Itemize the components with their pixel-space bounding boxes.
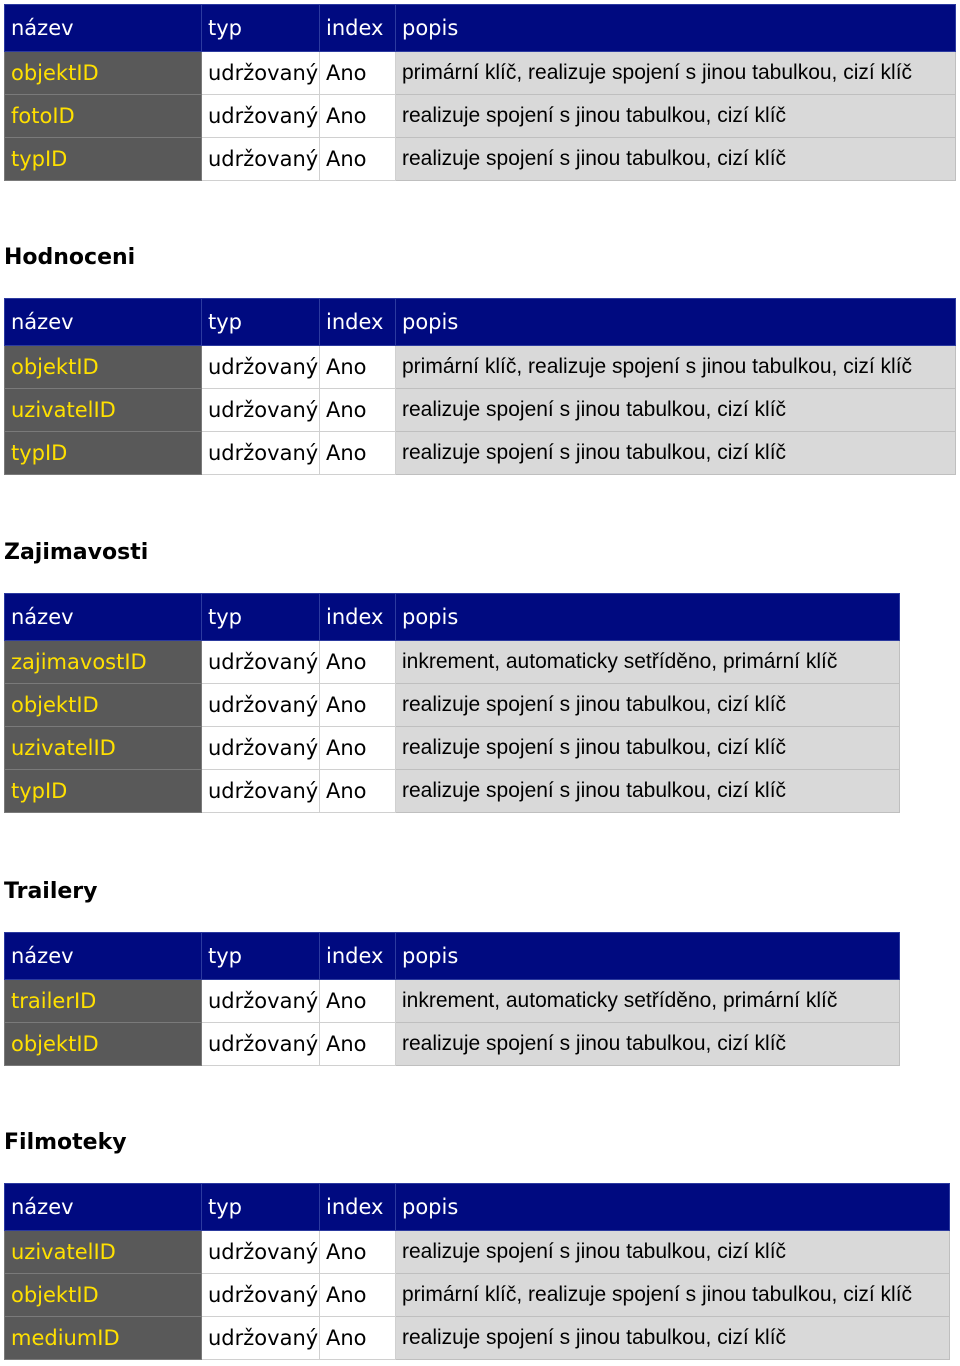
cell-index: Ano: [320, 1317, 396, 1360]
cell-index: Ano: [320, 1023, 396, 1066]
cell-name: objektID: [5, 1023, 202, 1066]
cell-typ: udržovaný: [202, 52, 320, 95]
cell-popis: realizuje spojení s jinou tabulkou, cizí klíč: [396, 1023, 900, 1066]
cell-index: Ano: [320, 95, 396, 138]
header-popis: popis: [396, 5, 956, 52]
cell-typ: udržovaný: [202, 770, 320, 813]
table-block-zajimavosti: [4, 593, 900, 813]
cell-index: Ano: [320, 770, 396, 813]
cell-popis: inkrement, automaticky setříděno, primární klíč: [396, 980, 900, 1023]
cell-popis: realizuje spojení s jinou tabulkou, cizí klíč: [396, 432, 956, 475]
data-table: [4, 4, 956, 181]
data-table: [4, 593, 900, 813]
cell-index: Ano: [320, 432, 396, 475]
cell-name: typID: [5, 138, 202, 181]
table-block-hodnoceni: [4, 298, 956, 475]
cell-typ: udržovaný: [202, 684, 320, 727]
cell-popis: realizuje spojení s jinou tabulkou, cizí klíč: [396, 95, 956, 138]
table-block-filmoteky: [4, 1183, 950, 1360]
cell-name: uzivatelID: [5, 727, 202, 770]
cell-typ: udržovaný: [202, 641, 320, 684]
table-row: [5, 346, 956, 389]
header-name: název: [5, 594, 202, 641]
section-title-filmoteky: Filmoteky: [4, 1130, 127, 1155]
cell-popis: primární klíč, realizuje spojení s jinou tabulkou, cizí klíč: [396, 52, 956, 95]
cell-popis: primární klíč, realizuje spojení s jinou tabulkou, cizí klíč: [396, 346, 956, 389]
cell-index: Ano: [320, 641, 396, 684]
cell-name: fotoID: [5, 95, 202, 138]
cell-popis: realizuje spojení s jinou tabulkou, cizí klíč: [396, 1317, 950, 1360]
cell-index: Ano: [320, 389, 396, 432]
table-row: [5, 1231, 950, 1274]
cell-popis: realizuje spojení s jinou tabulkou, cizí klíč: [396, 727, 900, 770]
table-block-0: [4, 4, 956, 181]
table-row: [5, 52, 956, 95]
section-title-trailery: Trailery: [4, 879, 98, 904]
table-header-row: [5, 5, 956, 52]
cell-popis: realizuje spojení s jinou tabulkou, cizí klíč: [396, 770, 900, 813]
cell-index: Ano: [320, 138, 396, 181]
cell-name: objektID: [5, 346, 202, 389]
cell-typ: udržovaný: [202, 138, 320, 181]
section-title-hodnoceni: Hodnoceni: [4, 245, 136, 270]
header-popis: popis: [396, 1184, 950, 1231]
table-row: [5, 1317, 950, 1360]
cell-typ: udržovaný: [202, 1317, 320, 1360]
table-row: [5, 1023, 900, 1066]
cell-name: trailerID: [5, 980, 202, 1023]
table-row: [5, 770, 900, 813]
table-block-trailery: [4, 932, 900, 1066]
header-index: index: [320, 5, 396, 52]
header-popis: popis: [396, 594, 900, 641]
header-typ: typ: [202, 933, 320, 980]
table-header-row: [5, 1184, 950, 1231]
cell-index: Ano: [320, 727, 396, 770]
cell-name: typID: [5, 432, 202, 475]
header-typ: typ: [202, 594, 320, 641]
table-row: [5, 684, 900, 727]
cell-index: Ano: [320, 346, 396, 389]
cell-name: uzivatelID: [5, 1231, 202, 1274]
header-index: index: [320, 933, 396, 980]
data-table: [4, 1183, 950, 1360]
cell-name: objektID: [5, 684, 202, 727]
cell-name: typID: [5, 770, 202, 813]
table-row: [5, 727, 900, 770]
cell-index: Ano: [320, 684, 396, 727]
cell-name: uzivatelID: [5, 389, 202, 432]
header-typ: typ: [202, 299, 320, 346]
header-index: index: [320, 1184, 396, 1231]
cell-typ: udržovaný: [202, 727, 320, 770]
cell-name: objektID: [5, 1274, 202, 1317]
cell-name: objektID: [5, 52, 202, 95]
header-name: název: [5, 299, 202, 346]
table-row: [5, 980, 900, 1023]
cell-typ: udržovaný: [202, 1274, 320, 1317]
table-header-row: [5, 594, 900, 641]
table-header-row: [5, 933, 900, 980]
cell-typ: udržovaný: [202, 980, 320, 1023]
table-header-row: [5, 299, 956, 346]
cell-typ: udržovaný: [202, 389, 320, 432]
table-row: [5, 432, 956, 475]
header-typ: typ: [202, 5, 320, 52]
cell-typ: udržovaný: [202, 1023, 320, 1066]
cell-popis: realizuje spojení s jinou tabulkou, cizí klíč: [396, 389, 956, 432]
header-index: index: [320, 594, 396, 641]
header-name: název: [5, 5, 202, 52]
cell-popis: realizuje spojení s jinou tabulkou, cizí klíč: [396, 1231, 950, 1274]
cell-popis: realizuje spojení s jinou tabulkou, cizí klíč: [396, 138, 956, 181]
cell-typ: udržovaný: [202, 1231, 320, 1274]
table-row: [5, 389, 956, 432]
cell-index: Ano: [320, 1231, 396, 1274]
cell-typ: udržovaný: [202, 432, 320, 475]
header-index: index: [320, 299, 396, 346]
header-name: název: [5, 933, 202, 980]
table-row: [5, 641, 900, 684]
table-row: [5, 138, 956, 181]
cell-typ: udržovaný: [202, 95, 320, 138]
data-table: [4, 932, 900, 1066]
cell-popis: realizuje spojení s jinou tabulkou, cizí klíč: [396, 684, 900, 727]
header-popis: popis: [396, 933, 900, 980]
cell-index: Ano: [320, 52, 396, 95]
cell-name: zajimavostID: [5, 641, 202, 684]
header-typ: typ: [202, 1184, 320, 1231]
cell-index: Ano: [320, 980, 396, 1023]
data-table: [4, 298, 956, 475]
header-popis: popis: [396, 299, 956, 346]
cell-typ: udržovaný: [202, 346, 320, 389]
table-row: [5, 1274, 950, 1317]
header-name: název: [5, 1184, 202, 1231]
cell-name: mediumID: [5, 1317, 202, 1360]
table-row: [5, 95, 956, 138]
cell-popis: inkrement, automaticky setříděno, primární klíč: [396, 641, 900, 684]
section-title-zajimavosti: Zajimavosti: [4, 540, 149, 565]
cell-index: Ano: [320, 1274, 396, 1317]
cell-popis: primární klíč, realizuje spojení s jinou tabulkou, cizí klíč: [396, 1274, 950, 1317]
